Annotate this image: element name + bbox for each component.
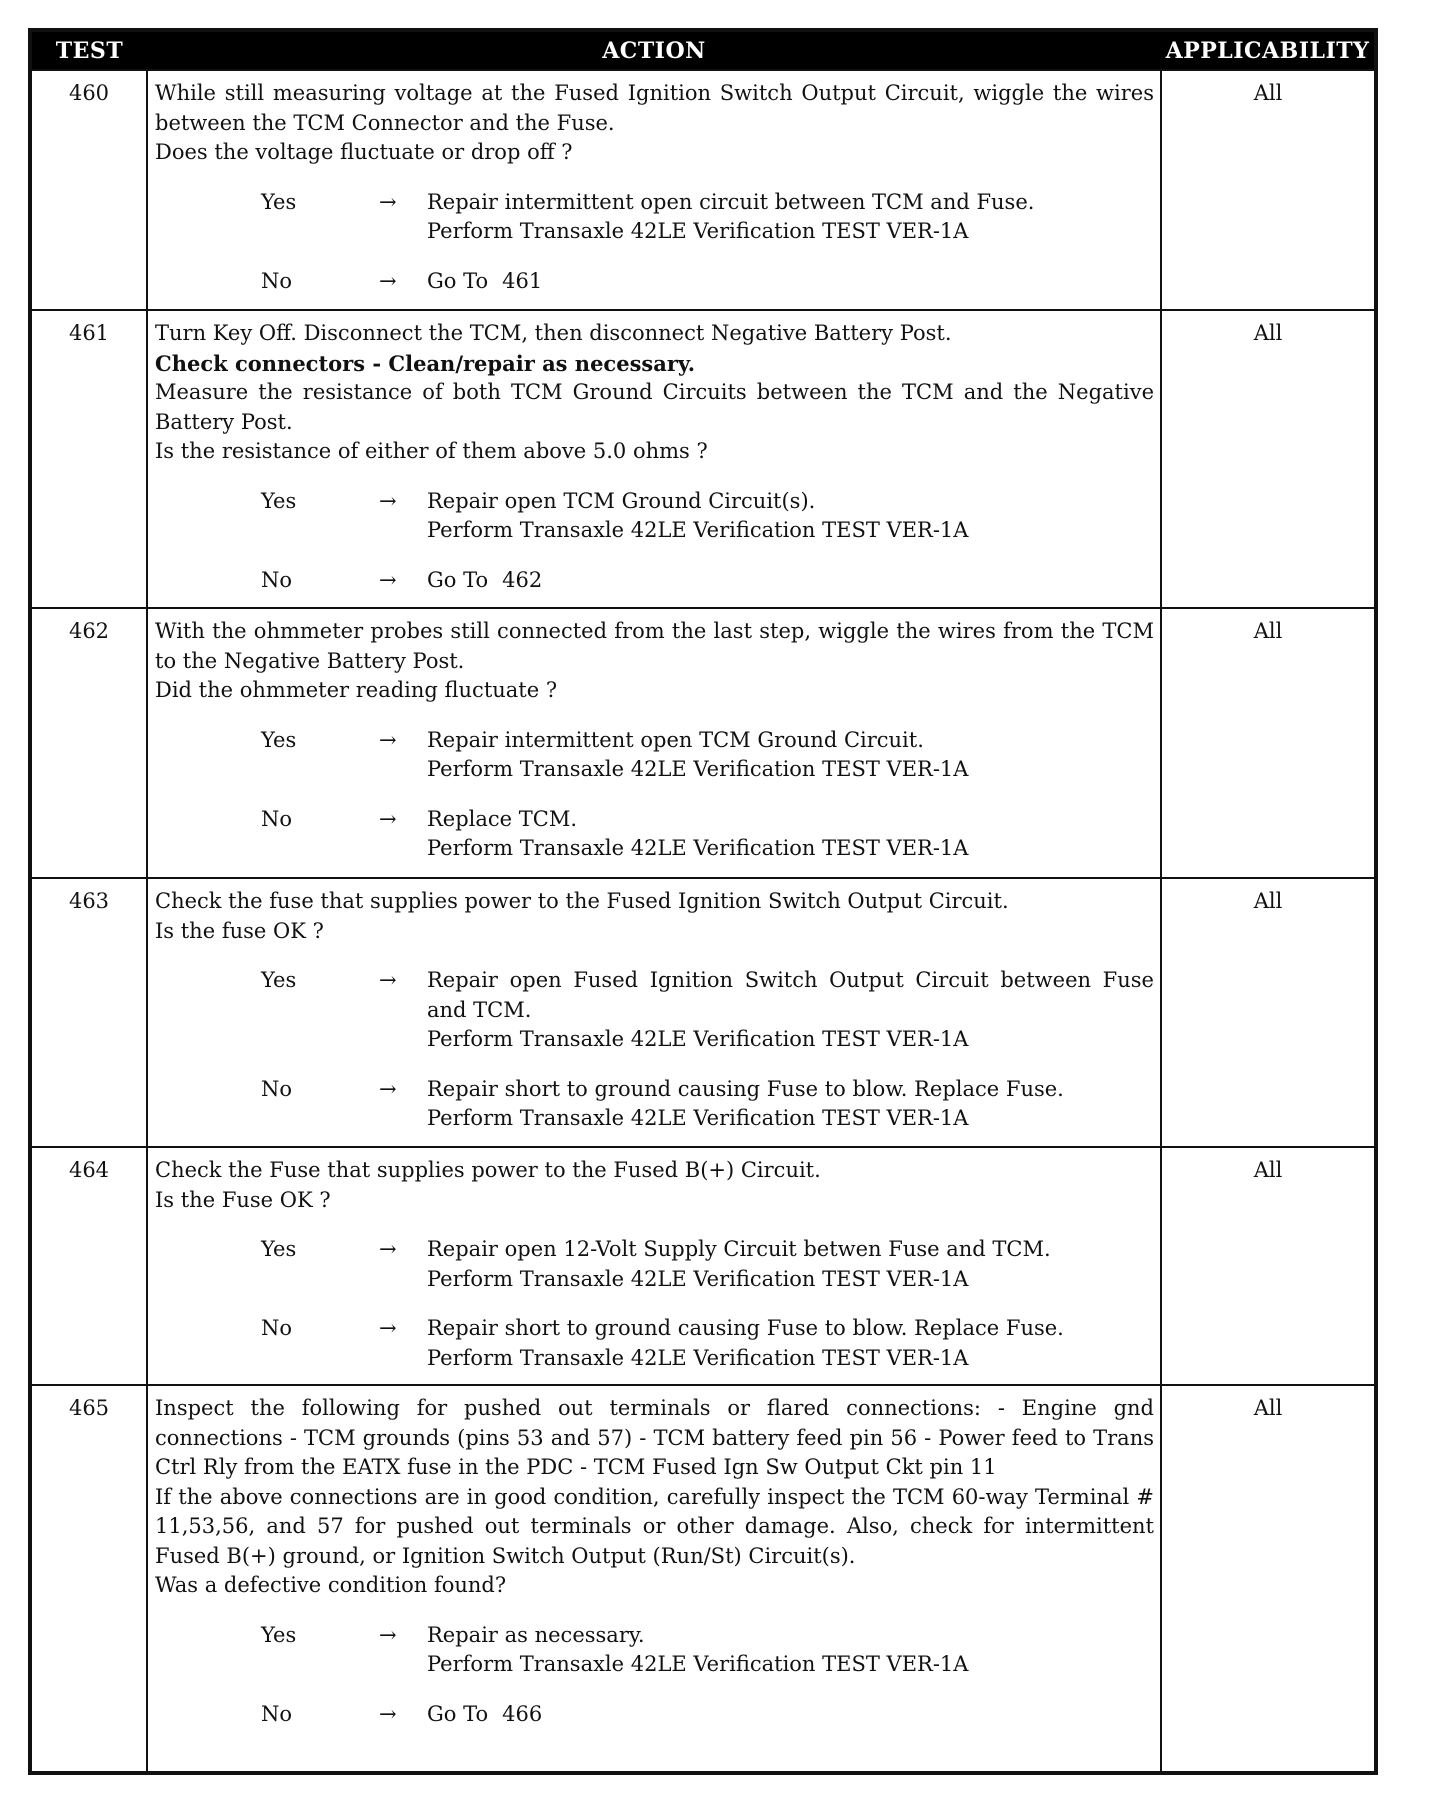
arrow-icon: →: [379, 727, 397, 752]
action-question: Is the Fuse OK ?: [155, 1187, 331, 1212]
table-row: [30, 878, 1376, 1147]
diagnostic-test-table: [28, 28, 1378, 1775]
action-cell: [147, 878, 1161, 1147]
action-warning: Check connectors - Clean/repair as necessary.: [155, 350, 696, 376]
yes-action: Perform Transaxle 42LE Verification TEST VER-1A: [427, 1027, 969, 1051]
goto-text: Go To: [427, 268, 489, 293]
yes-action: Repair open 12-Volt Supply Circuit betwen Fuse and TCM.: [427, 1237, 1051, 1261]
yes-label: Yes: [261, 1237, 297, 1261]
goto-test-number: 461: [502, 268, 543, 293]
applicability-cell: All: [1161, 878, 1376, 1147]
action-cell: [147, 608, 1161, 878]
action-text: Inspect the following for pushed out terminals or flared connections: - Engine gnd connections - TCM grounds (pins 53 and 57) - TCM battery feed pin 56 - Power feed to Trans Ctrl Rly from the EATX fuse in the PDC - TCM Fused Ign Sw Output Ckt pin 11: [155, 1396, 1154, 1479]
yes-action: Perform Transaxle 42LE Verification TEST VER-1A: [427, 1652, 969, 1676]
action-question: Did the ohmmeter reading fluctuate ?: [155, 678, 558, 702]
no-label: No: [261, 1076, 293, 1101]
no-response: [155, 566, 1154, 596]
goto-test-number: 462: [502, 567, 543, 592]
action-question: Is the resistance of either of them above 5.0 ohms ?: [155, 439, 708, 463]
yes-action: Perform Transaxle 42LE Verification TEST VER-1A: [427, 1266, 969, 1291]
no-response: [155, 1075, 1154, 1134]
action-text: If the above connections are in good condition, carefully inspect the TCM 60-way Terminal # 11,53,56, and 57 for pushed out terminals or other damage. Also, check for intermittent Fused B(+) ground, or Ignition Switch Output (Run/St) Circuit(s).: [155, 1484, 1154, 1568]
test-number: 462: [30, 608, 147, 878]
applicability-cell: All: [1161, 1147, 1376, 1385]
table-row: [30, 1385, 1376, 1773]
no-action: Perform Transaxle 42LE Verification TEST VER-1A: [427, 1106, 969, 1130]
yes-label: Yes: [261, 488, 297, 513]
header-action: ACTION: [147, 30, 1161, 70]
no-label: No: [261, 1701, 293, 1726]
no-action: Perform Transaxle 42LE Verification TEST VER-1A: [427, 836, 969, 860]
arrow-icon: →: [379, 1237, 397, 1261]
arrow-icon: →: [379, 268, 397, 293]
action-question: Is the fuse OK ?: [155, 918, 324, 943]
yes-response: [155, 487, 1154, 546]
test-number: 464: [30, 1147, 147, 1385]
yes-response: [155, 1235, 1154, 1294]
yes-action: Repair intermittent open TCM Ground Circuit.: [427, 727, 924, 752]
no-label: No: [261, 567, 293, 592]
action-text: Turn Key Off. Disconnect the TCM, then disconnect Negative Battery Post.: [155, 321, 952, 345]
yes-action: Repair open TCM Ground Circuit(s).: [427, 488, 816, 513]
action-text: With the ohmmeter probes still connected from the last step, wiggle the wires from the TCM to the Negative Battery Post.: [155, 619, 1154, 673]
table-row: [30, 70, 1376, 310]
table-header-row: [30, 30, 1376, 70]
test-number: 463: [30, 878, 147, 1147]
header-test: TEST: [30, 30, 147, 70]
yes-action: Perform Transaxle 42LE Verification TEST VER-1A: [427, 518, 969, 542]
yes-action: Repair intermittent open circuit between TCM and Fuse.: [427, 189, 1035, 214]
table-row: [30, 310, 1376, 608]
goto-text: Go To: [427, 1701, 489, 1726]
goto-text: Go To: [427, 567, 489, 592]
no-label: No: [261, 268, 293, 293]
arrow-icon: →: [379, 189, 397, 214]
yes-action: Repair as necessary.: [427, 1622, 645, 1647]
yes-action: Perform Transaxle 42LE Verification TEST VER-1A: [427, 757, 969, 781]
no-response: [155, 1700, 1154, 1730]
yes-response: [155, 966, 1154, 1055]
action-text: Measure the resistance of both TCM Ground Circuits between the TCM and the Negative Battery Post.: [155, 380, 1154, 434]
arrow-icon: →: [379, 1316, 397, 1340]
yes-action: Repair open Fused Ignition Switch Output Circuit between Fuse and TCM.: [427, 968, 1154, 1022]
yes-label: Yes: [261, 727, 297, 752]
no-action: Perform Transaxle 42LE Verification TEST VER-1A: [427, 1345, 969, 1370]
action-question: Was a defective condition found?: [155, 1573, 507, 1597]
test-number: 461: [30, 310, 147, 608]
action-cell: [147, 310, 1161, 608]
applicability-cell: All: [1161, 1385, 1376, 1773]
table-row: [30, 608, 1376, 878]
no-action: Repair short to ground causing Fuse to blow. Replace Fuse.: [427, 1076, 1064, 1101]
yes-response: [155, 726, 1154, 785]
yes-label: Yes: [261, 968, 297, 992]
yes-response: [155, 1621, 1154, 1680]
applicability-cell: All: [1161, 310, 1376, 608]
yes-label: Yes: [261, 1622, 297, 1647]
table-row: [30, 1147, 1376, 1385]
action-text: Check the fuse that supplies power to the Fused Ignition Switch Output Circuit.: [155, 889, 1009, 913]
header-applicability: APPLICABILITY: [1161, 30, 1376, 70]
goto-test-number: 466: [502, 1701, 543, 1726]
arrow-icon: →: [379, 1622, 397, 1647]
action-cell: [147, 1147, 1161, 1385]
yes-response: [155, 188, 1154, 247]
no-action: Replace TCM.: [427, 806, 578, 831]
applicability-cell: All: [1161, 70, 1376, 310]
applicability-cell: All: [1161, 608, 1376, 878]
diagnostic-table-page: [28, 28, 1374, 1775]
arrow-icon: →: [379, 488, 397, 513]
no-response: [155, 267, 1154, 297]
yes-action: Perform Transaxle 42LE Verification TEST VER-1A: [427, 219, 969, 243]
arrow-icon: →: [379, 806, 397, 831]
arrow-icon: →: [379, 1701, 397, 1726]
no-response: [155, 1314, 1154, 1373]
action-text: While still measuring voltage at the Fused Ignition Switch Output Circuit, wiggle the wires between the TCM Connector and the Fuse.: [155, 81, 1154, 135]
no-response: [155, 805, 1154, 864]
test-number: 465: [30, 1385, 147, 1773]
arrow-icon: →: [379, 567, 397, 592]
arrow-icon: →: [379, 1076, 397, 1101]
action-cell: [147, 1385, 1161, 1773]
no-label: No: [261, 1316, 293, 1340]
action-question: Does the voltage fluctuate or drop off ?: [155, 140, 573, 164]
test-number: 460: [30, 70, 147, 310]
arrow-icon: →: [379, 968, 397, 992]
yes-label: Yes: [261, 189, 297, 214]
action-cell: [147, 70, 1161, 310]
action-text: Check the Fuse that supplies power to the Fused B(+) Circuit.: [155, 1158, 821, 1182]
no-label: No: [261, 806, 293, 831]
no-action: Repair short to ground causing Fuse to blow. Replace Fuse.: [427, 1316, 1064, 1340]
